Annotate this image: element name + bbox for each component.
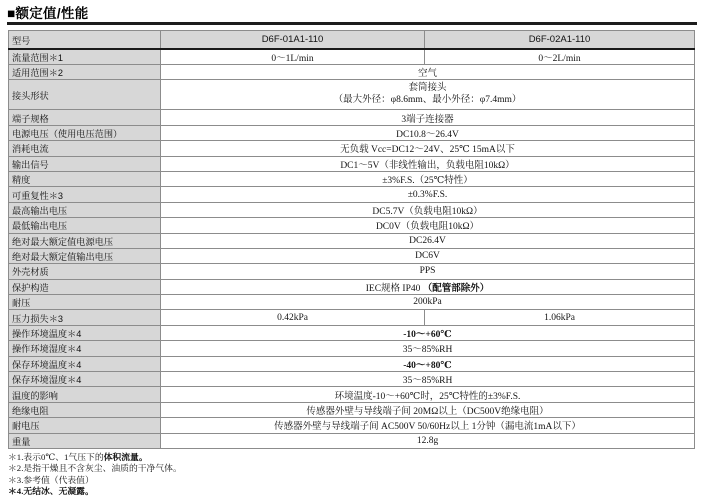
footnote-1: ＊1.表示0℃、1气压下的体积流量。 bbox=[8, 452, 148, 462]
section-title: ■额定值/性能 bbox=[7, 6, 89, 21]
spec-value: ±0.3%F.S. bbox=[161, 187, 695, 202]
spec-value-line2: （最大外径：φ8.6mm、最小外径：φ7.4mm） bbox=[333, 94, 522, 105]
table-row-accuracy bbox=[9, 171, 695, 186]
spec-value: DC1～5V（非线性输出，负载电阻10kΩ） bbox=[161, 156, 695, 171]
spec-label: 输出信号 bbox=[9, 156, 161, 171]
spec-label: 适用范围＊2 bbox=[9, 65, 161, 80]
table-row-output-signal bbox=[9, 156, 695, 171]
spec-label: 操作环境温度＊4 bbox=[9, 325, 161, 340]
spec-label: 可重复性＊3 bbox=[9, 187, 161, 202]
table-row-insulation-resistance bbox=[9, 402, 695, 417]
spec-label: 保存环境湿度＊4 bbox=[9, 372, 161, 387]
spec-label: 绝缘电阻 bbox=[9, 402, 161, 417]
spec-value: 200kPa bbox=[161, 295, 695, 310]
spec-value bbox=[161, 279, 695, 294]
spec-table bbox=[8, 30, 695, 449]
spec-value: 0～1L/min bbox=[161, 49, 425, 65]
spec-value: 传感器外壁与导线端子间 20MΩ以上（DC500V绝缘电阻） bbox=[161, 402, 695, 417]
model-header-label: 型号 bbox=[9, 31, 161, 50]
spec-value: ±3%F.S.（25℃特性） bbox=[161, 171, 695, 186]
footnotes bbox=[8, 452, 182, 498]
spec-value: DC10.8～26.4V bbox=[161, 125, 695, 140]
table-row-dielectric-strength bbox=[9, 418, 695, 433]
spec-label: 最高输出电压 bbox=[9, 202, 161, 217]
spec-value: 35～85%RH bbox=[161, 372, 695, 387]
table-row-terminal-spec bbox=[9, 110, 695, 125]
spec-value: 传感器外壁与导线端子间 AC500V 50/60Hz以上 1分钟（漏电流1mA以下） bbox=[161, 418, 695, 433]
spec-label: 绝对最大额定值电源电压 bbox=[9, 233, 161, 248]
spec-value: 0.42kPa bbox=[161, 310, 425, 325]
spec-label: 重量 bbox=[9, 433, 161, 448]
table-row-protection bbox=[9, 279, 695, 294]
model-column-2: D6F-02A1-110 bbox=[425, 31, 695, 50]
spec-value: 环境温度-10～+60℃时，25℃特性的±3%F.S. bbox=[161, 387, 695, 402]
spec-value bbox=[161, 80, 695, 110]
spec-label: 精度 bbox=[9, 171, 161, 186]
table-row-abs-max-output-voltage bbox=[9, 248, 695, 263]
table-header-row bbox=[9, 31, 695, 50]
spec-label: 接头形状 bbox=[9, 80, 161, 110]
table-row-storage-temp bbox=[9, 356, 695, 371]
table-row-supply-voltage bbox=[9, 125, 695, 140]
table-row-pressure-loss bbox=[9, 310, 695, 325]
spec-value: 无负载 Vcc=DC12～24V、25℃ 15mA以下 bbox=[161, 141, 695, 156]
spec-value: 1.06kPa bbox=[425, 310, 695, 325]
spec-label: 最低输出电压 bbox=[9, 218, 161, 233]
spec-label: 绝对最大额定值输出电压 bbox=[9, 248, 161, 263]
spec-value: DC26.4V bbox=[161, 233, 695, 248]
spec-label: 消耗电流 bbox=[9, 141, 161, 156]
spec-value: 35～85%RH bbox=[161, 341, 695, 356]
spec-value: DC6V bbox=[161, 248, 695, 263]
table-row-min-output-voltage bbox=[9, 218, 695, 233]
spec-label: 保护构造 bbox=[9, 279, 161, 294]
table-row-weight bbox=[9, 433, 695, 448]
spec-label: 耐电压 bbox=[9, 418, 161, 433]
spec-value: DC5.7V（负载电阻10kΩ） bbox=[161, 202, 695, 217]
table-row-flow-range bbox=[9, 49, 695, 65]
spec-label: 电源电压（使用电压范围） bbox=[9, 125, 161, 140]
spec-value: -40～+80℃ bbox=[161, 356, 695, 371]
spec-label: 操作环境湿度＊4 bbox=[9, 341, 161, 356]
spec-label: 压力损失＊3 bbox=[9, 310, 161, 325]
spec-value: -10～+60℃ bbox=[161, 325, 695, 340]
table-row-operating-temp bbox=[9, 325, 695, 340]
spec-value: 0～2L/min bbox=[425, 49, 695, 65]
table-row-current-consumption bbox=[9, 141, 695, 156]
spec-value: 3端子连接器 bbox=[161, 110, 695, 125]
spec-value: 12.8g bbox=[161, 433, 695, 448]
table-row-abs-max-supply-voltage bbox=[9, 233, 695, 248]
table-row-temperature-influence bbox=[9, 387, 695, 402]
table-row-max-output-voltage bbox=[9, 202, 695, 217]
spec-label: 保存环境温度＊4 bbox=[9, 356, 161, 371]
spec-label: 外壳材质 bbox=[9, 264, 161, 279]
table-row-case-material bbox=[9, 264, 695, 279]
model-column-1: D6F-01A1-110 bbox=[161, 31, 425, 50]
spec-label: 端子规格 bbox=[9, 110, 161, 125]
spec-label: 耐压 bbox=[9, 295, 161, 310]
spec-value-prefix: IEC规格 IP40 bbox=[365, 283, 423, 294]
spec-value: 空气 bbox=[161, 65, 695, 80]
footnote-4: ＊4.无结冰、无凝露。 bbox=[8, 486, 94, 497]
footnote-3: ＊3.参考值（代表值） bbox=[8, 474, 94, 485]
spec-label: 温度的影响 bbox=[9, 387, 161, 402]
table-row-applicable-fluid bbox=[9, 65, 695, 80]
spec-label: 流量范围＊1 bbox=[9, 49, 161, 65]
spec-value-line1: 套筒接头 bbox=[408, 83, 447, 94]
title-underline bbox=[7, 22, 697, 25]
table-row-operating-humidity bbox=[9, 341, 695, 356]
table-row-storage-humidity bbox=[9, 372, 695, 387]
spec-value-emphasis: （配管部除外） bbox=[422, 283, 490, 294]
spec-value: DC0V（负载电阻10kΩ） bbox=[161, 218, 695, 233]
table-row-repeatability bbox=[9, 187, 695, 202]
spec-value: PPS bbox=[161, 264, 695, 279]
table-row-withstand-pressure bbox=[9, 295, 695, 310]
table-row-connector-shape bbox=[9, 80, 695, 110]
footnote-2: ＊2.是指干燥且不含灰尘、油质的干净气体。 bbox=[8, 463, 182, 474]
